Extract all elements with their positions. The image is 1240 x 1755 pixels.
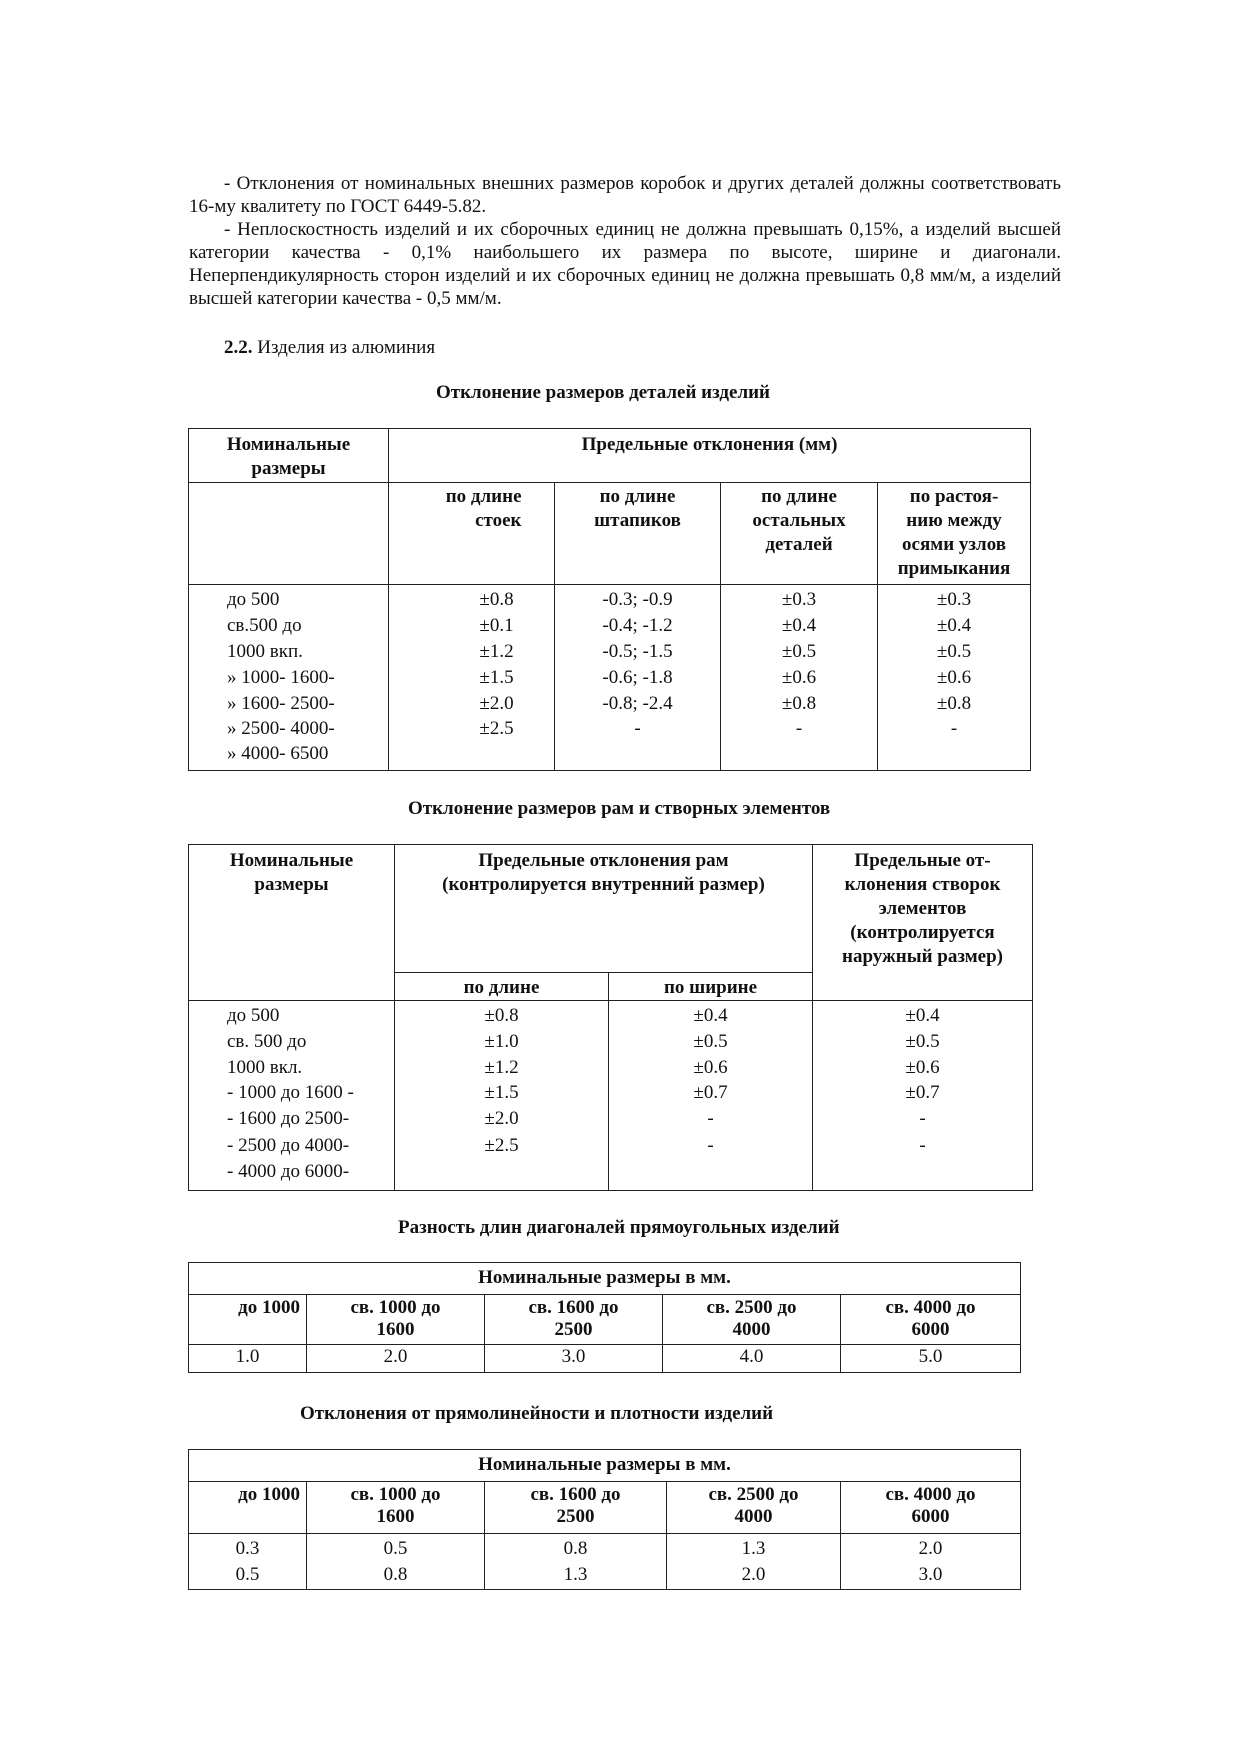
table4-col-head-4: св. 2500 до 4000 (667, 1482, 841, 1534)
section-title: Изделия из алюминия (257, 337, 436, 358)
table2-header-nominal: Номинальные размеры (189, 845, 395, 1001)
table2-sub-length: по длине (395, 973, 609, 1001)
table3-value-4: 4.0 (663, 1345, 841, 1373)
table1-sub-2: по длине штапиков (555, 483, 721, 585)
table2-col-sash: ±0.4 ±0.5 ±0.6 ±0.7 - - (813, 1001, 1033, 1191)
table3-title: Разность длин диагоналей прямоугольных изделий (398, 1217, 840, 1238)
table4-title: Отклонения от прямолинейности и плотности изделий (300, 1403, 774, 1424)
table4-col-head-5: св. 4000 до 6000 (841, 1482, 1021, 1534)
table2-header-frames: Предельные отклонения рам (контролируется внутренний размер) (395, 845, 813, 973)
table3-value-2: 2.0 (307, 1345, 485, 1373)
table1-col-1: ±0.8 ±0.1 ±1.2 ±1.5 ±2.0 ±2.5 (389, 585, 555, 771)
table1-sub-3: по длине остальных деталей (721, 483, 878, 585)
table1-col-2: -0.3; -0.9 -0.4; -1.2 -0.5; -1.5 -0.6; -1.8 -0.8; -2.4 - (555, 585, 721, 771)
table2-header-sashes: Предельные от-клонения створок элементов (контролируется наружный размер) (813, 845, 1033, 1001)
table1-col-4: ±0.3 ±0.4 ±0.5 ±0.6 ±0.8 - (878, 585, 1031, 771)
table1-sub-1: по длине стоек (389, 483, 555, 585)
table1-sub-4: по растоя-нию между осями узлов примыкания (878, 483, 1031, 585)
paragraph-1: - Отклонения от номинальных внешних размеров коробок и других деталей должны соответствовать 16-му квалитету по ГОСТ 6449-5.82. (189, 173, 1061, 217)
table4-col-head-1: до 1000 (189, 1482, 307, 1534)
table3-value-1: 1.0 (189, 1345, 307, 1373)
table4-col-2: 0.5 0.8 (307, 1534, 485, 1590)
paragraph-2: - Неплоскостность изделий и их сборочных единиц не должна превышать 0,15%, а изделий высшей категории качества - 0,1% наибольшего их размера по высоте, ширине и диагонали. Неперпендикулярность сторон изделий и их сборочных единиц не должна превышать 0,8 мм/м, а изделий высшей категории качества - 0,5 мм/м. (189, 219, 1061, 309)
table4 (188, 1449, 1021, 1590)
table2-title: Отклонение размеров рам и створных элементов (408, 798, 831, 819)
table4-col-3: 0.8 1.3 (485, 1534, 667, 1590)
section-number: 2.2. (224, 337, 253, 358)
table1-header-limits: Предельные отклонения (мм) (389, 429, 1031, 483)
table1-title: Отклонение размеров деталей изделий (436, 382, 770, 403)
table4-col-1: 0.3 0.5 (189, 1534, 307, 1590)
table4-col-5: 2.0 3.0 (841, 1534, 1021, 1590)
table1-nominal-col: до 500 св.500 до 1000 вкп. » 1000- 1600- » 1600- 2500- » 2500- 4000- » 4000- 6500 (189, 585, 389, 771)
table1 (188, 428, 1031, 771)
table2-col-length: ±0.8 ±1.0 ±1.2 ±1.5 ±2.0 ±2.5 (395, 1001, 609, 1191)
table2-col-width: ±0.4 ±0.5 ±0.6 ±0.7 - - (609, 1001, 813, 1191)
table3-value-3: 3.0 (485, 1345, 663, 1373)
table3-col-head-3: св. 1600 до 2500 (485, 1295, 663, 1345)
table3-col-head-4: св. 2500 до 4000 (663, 1295, 841, 1345)
table3-col-head-5: св. 4000 до 6000 (841, 1295, 1021, 1345)
table3-col-head-2: св. 1000 до 1600 (307, 1295, 485, 1345)
table3-col-head-1: до 1000 (189, 1295, 307, 1345)
table3-value-5: 5.0 (841, 1345, 1021, 1373)
table3-header: Номинальные размеры в мм. (189, 1263, 1021, 1295)
table2-nominal-col: до 500 св. 500 до 1000 вкл. - 1000 до 1600 - - 1600 до 2500- - 2500 до 4000- - 4000 до 6000- (189, 1001, 395, 1191)
table4-col-4: 1.3 2.0 (667, 1534, 841, 1590)
table1-header-nominal: Номинальные размеры (189, 429, 389, 483)
table4-header: Номинальные размеры в мм. (189, 1450, 1021, 1482)
table1-empty-header (189, 483, 389, 585)
table2-sub-width: по ширине (609, 973, 813, 1001)
table3 (188, 1262, 1021, 1373)
table4-col-head-3: св. 1600 до 2500 (485, 1482, 667, 1534)
section-heading (224, 336, 435, 359)
table4-col-head-2: св. 1000 до 1600 (307, 1482, 485, 1534)
table1-col-3: ±0.3 ±0.4 ±0.5 ±0.6 ±0.8 - (721, 585, 878, 771)
table2 (188, 844, 1033, 1191)
